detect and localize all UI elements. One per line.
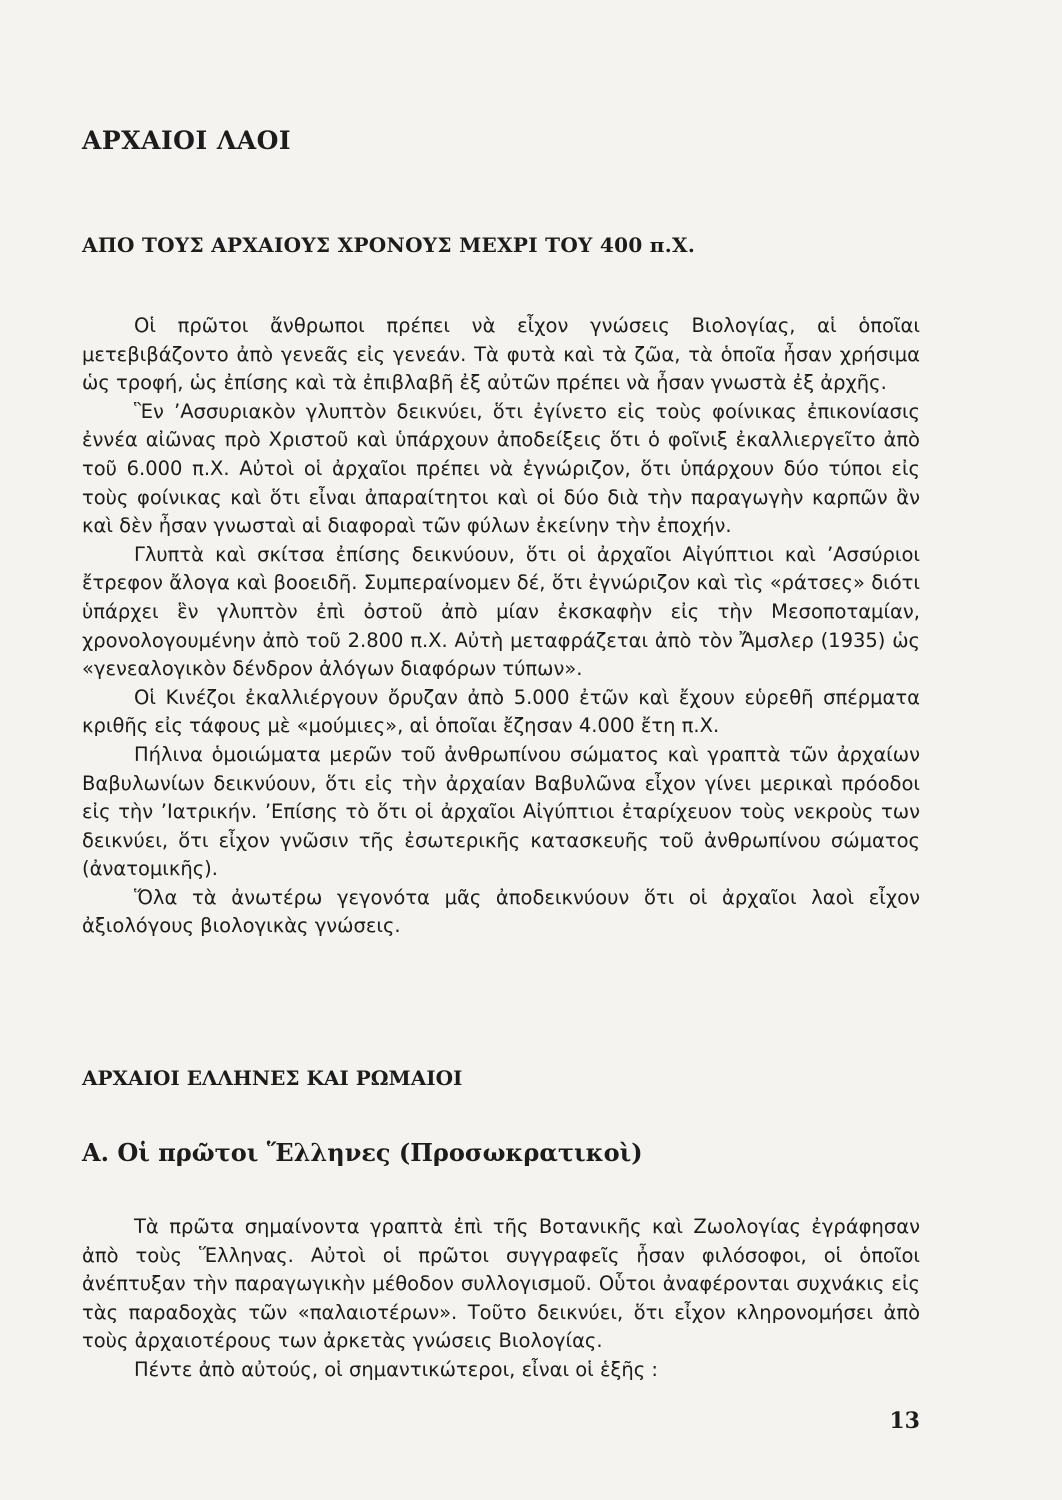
body-text-first-greeks bbox=[82, 1213, 920, 1385]
subsection-title: Α. Οἱ πρῶτοι Ἕλληνες (Προσωκρατικοὶ) bbox=[82, 1138, 643, 1167]
section-title: ΑΡΧΑΙΟΙ ΕΛΛΗΝΕΣ ΚΑΙ ΡΩΜΑΙΟΙ bbox=[82, 1066, 463, 1090]
body-text-ancient-peoples bbox=[82, 312, 920, 941]
paragraph: Πέντε ἀπὸ αὐτούς, οἱ σημαντικώτεροι, εἶναι οἱ ἑξῆς : bbox=[134, 1357, 658, 1381]
chapter-title: ΑΡΧΑΙΟΙ ΛΑΟΙ bbox=[82, 126, 292, 155]
chapter-subtitle: ΑΠΟ ΤΟΥΣ ΑΡΧΑΙΟΥΣ ΧΡΟΝΟΥΣ ΜΕΧΡΙ ΤΟΥ 400 π.Χ. bbox=[82, 233, 696, 257]
book-page bbox=[82, 0, 920, 1500]
paragraph: Ἓν ’Ασσυριακὸν γλυπτὸν δεικνύει, ὅτι ἐγίνετο εἰς τοὺς φοίνικας ἐπικονίασις ἐννέα αἰῶνας πρὸ Χριστοῦ καὶ ὑπάρχουν ἀποδείξεις ὅτι ὁ φοῖνιξ ἐκαλλιεργεῖτο ἀπὸ τοῦ 6.000 π.Χ. Αὐτοὶ οἱ ἀρχαῖοι πρέπει νὰ ἐγνώριζον, ὅτι ὑπάρχουν δύο τύποι εἰς τοὺς φοίνικας καὶ ὅτι εἶναι ἀπαραίτητοι καὶ οἱ δύο διὰ τὴν παραγωγὴν καρπῶν ἂν καὶ δὲν ἦσαν γνωσταὶ αἱ διαφοραὶ τῶν φύλων ἐκείνην τὴν ἐποχήν. bbox=[82, 399, 920, 538]
paragraph: Γλυπτὰ καὶ σκίτσα ἐπίσης δεικνύουν, ὅτι οἱ ἀρχαῖοι Αἰγύπτιοι καὶ ’Ασσύριοι ἔτρεφον ἄλογα καὶ βοοειδῆ. Συμπεραίνομεν δέ, ὅτι ἐγνώριζον καὶ τὶς «ράτσες» διότι ὑπάρχει ἓν γλυπτὸν ἐπὶ ὀστοῦ ἀπὸ μίαν ἐκσκαφὴν εἰς τὴν Μεσοποταμίαν, χρονολογουμένην ἀπὸ τοῦ 2.800 π.Χ. Αὐτὴ μεταφράζεται ἀπὸ τὸν Ἄμσλερ (1935) ὡς «γενεαλογικὸν δένδρον ἀλόγων διαφόρων τύπων». bbox=[82, 542, 920, 681]
paragraph: Οἱ Κινέζοι ἐκαλλιέργουν ὄρυζαν ἀπὸ 5.000 ἐτῶν καὶ ἔχουν εὑρεθῆ σπέρματα κριθῆς εἰς τάφους μὲ «μούμιες», αἱ ὁποῖαι ἔζησαν 4.000 ἔτη π.Χ. bbox=[82, 685, 920, 738]
paragraph: Ὅλα τὰ ἀνωτέρω γεγονότα μᾶς ἀποδεικνύουν ὅτι οἱ ἀρχαῖοι λαοὶ εἶχον ἀξιολόγους βιολογικὰς γνώσεις. bbox=[82, 885, 920, 938]
paragraph: Τὰ πρῶτα σημαίνοντα γραπτὰ ἐπὶ τῆς Βοτανικῆς καὶ Ζωολογίας ἐγράφησαν ἀπὸ τοὺς Ἕλληνας. Αὐτοὶ οἱ πρῶτοι συγγραφεῖς ἦσαν φιλόσοφοι, οἱ ὁποῖοι ἀνέπτυξαν τὴν παραγωγικὴν μέθοδον συλλογισμοῦ. Οὗτοι ἀναφέρονται συχνάκις εἰς τὰς παραδοχὰς τῶν «παλαιοτέρων». Τοῦτο δεικνύει, ὅτι εἶχον κληρονομήσει ἀπὸ τοὺς ἀρχαιοτέρους των ἀρκετὰς γνώσεις Βιολογίας. bbox=[82, 1215, 920, 1353]
paragraph: Οἱ πρῶτοι ἄνθρωποι πρέπει νὰ εἶχον γνώσεις Βιολογίας, αἱ ὁποῖαι μετεβιβάζοντο ἀπὸ γενεᾶς εἰς γενεάν. Τὰ φυτὰ καὶ τὰ ζῶα, τὰ ὁποῖα ἦσαν χρήσιμα ὡς τροφή, ὡς ἐπίσης καὶ τὰ ἐπιβλαβῆ ἐξ αὐτῶν πρέπει νὰ ἦσαν γνωστὰ ἐξ ἀρχῆς. bbox=[82, 314, 920, 395]
page-number: 13 bbox=[889, 1408, 920, 1434]
paragraph: Πήλινα ὁμοιώματα μερῶν τοῦ ἀνθρωπίνου σώματος καὶ γραπτὰ τῶν ἀρχαίων Βαβυλωνίων δεικνύουν, ὅτι εἰς τὴν ἀρχαίαν Βαβυλῶνα εἶχον γίνει μερικαὶ πρόοδοι εἰς τὴν ’Ιατρικήν. ’Επίσης τὸ ὅτι οἱ ἀρχαῖοι Αἰγύπτιοι ἐταρίχευον τοὺς νεκροὺς των δεικνύει, ὅτι εἶχον γνῶσιν τῆς ἐσωτερικῆς κατασκευῆς τοῦ ἀνθρωπίνου σώματος (ἀνατομικῆς). bbox=[82, 742, 920, 881]
